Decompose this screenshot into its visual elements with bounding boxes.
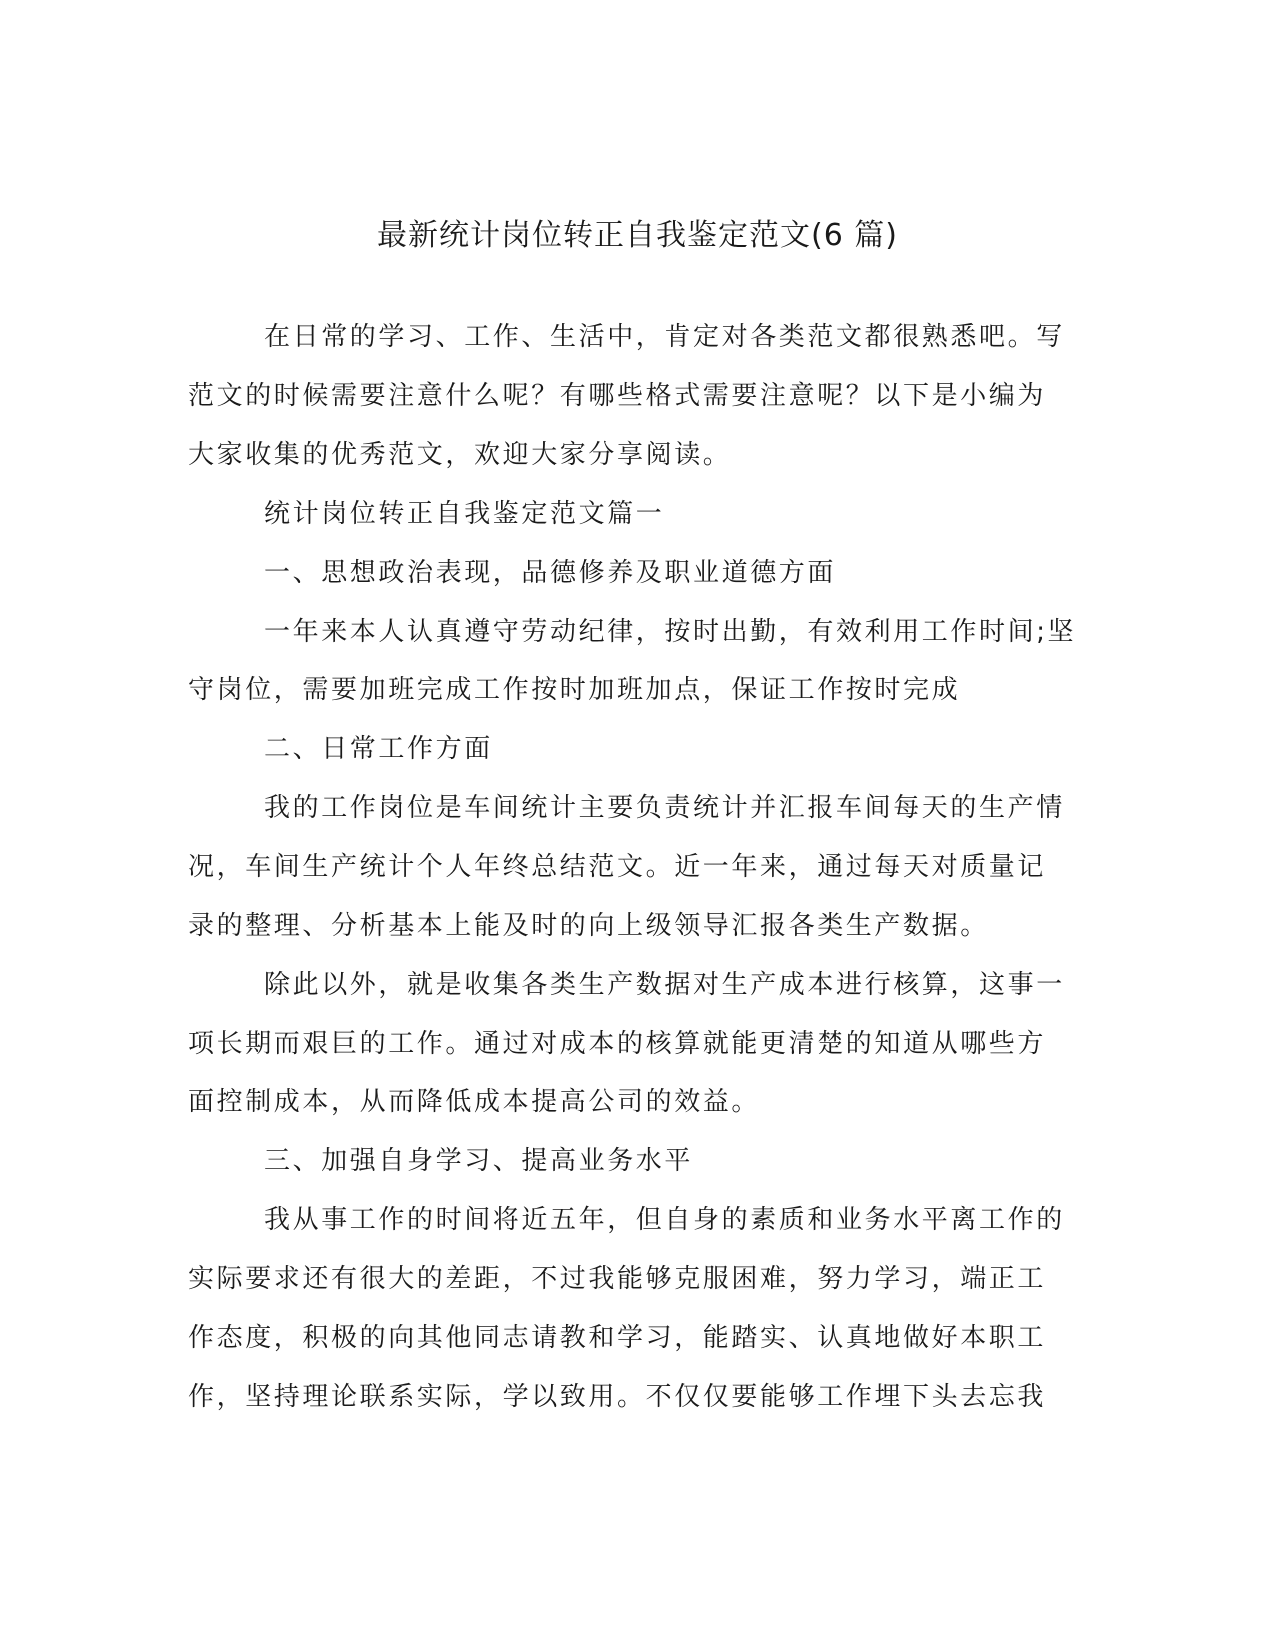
paragraph-line: 作，坚持理论联系实际，学以致用。不仅仅要能够工作埋下头去忘我 <box>188 1382 1047 1412</box>
paragraph-line: 面控制成本，从而降低成本提高公司的效益。 <box>188 1087 761 1117</box>
paragraph-line: 我的工作岗位是车间统计主要负责统计并汇报车间每天的生产情 <box>264 793 1065 823</box>
section-heading-2: 二、日常工作方面 <box>264 734 493 764</box>
intro-line-2: 范文的时候需要注意什么呢？有哪些格式需要注意呢？以下是小编为 <box>188 381 1047 411</box>
paragraph-line: 作态度，积极的向其他同志请教和学习，能踏实、认真地做好本职工 <box>188 1323 1047 1353</box>
intro-line-3: 大家收集的优秀范文，欢迎大家分享阅读。 <box>188 440 732 470</box>
paragraph-line: 况，车间生产统计个人年终总结范文。近一年来，通过每天对质量记 <box>188 852 1047 882</box>
paragraph-line: 项长期而艰巨的工作。通过对成本的核算就能更清楚的知道从哪些方 <box>188 1029 1047 1059</box>
paragraph-line: 一年来本人认真遵守劳动纪律，按时出勤，有效利用工作时间;坚 <box>264 617 1077 647</box>
section-heading-article-one: 统计岗位转正自我鉴定范文篇一 <box>264 499 665 529</box>
section-heading-3: 三、加强自身学习、提高业务水平 <box>264 1146 694 1176</box>
paragraph-line: 录的整理、分析基本上能及时的向上级领导汇报各类生产数据。 <box>188 911 989 941</box>
intro-line-1: 在日常的学习、工作、生活中，肯定对各类范文都很熟悉吧。写 <box>264 322 1065 352</box>
paragraph-line: 我从事工作的时间将近五年，但自身的素质和业务水平离工作的 <box>264 1205 1065 1235</box>
paragraph-line: 守岗位，需要加班完成工作按时加班加点，保证工作按时完成 <box>188 675 961 705</box>
paragraph-line: 实际要求还有很大的差距，不过我能够克服困难，努力学习，端正工 <box>188 1264 1047 1294</box>
paragraph-line: 除此以外，就是收集各类生产数据对生产成本进行核算，这事一 <box>264 970 1065 1000</box>
section-heading-1: 一、思想政治表现，品德修养及职业道德方面 <box>264 558 837 588</box>
document-title: 最新统计岗位转正自我鉴定范文(6 篇) <box>376 218 899 253</box>
